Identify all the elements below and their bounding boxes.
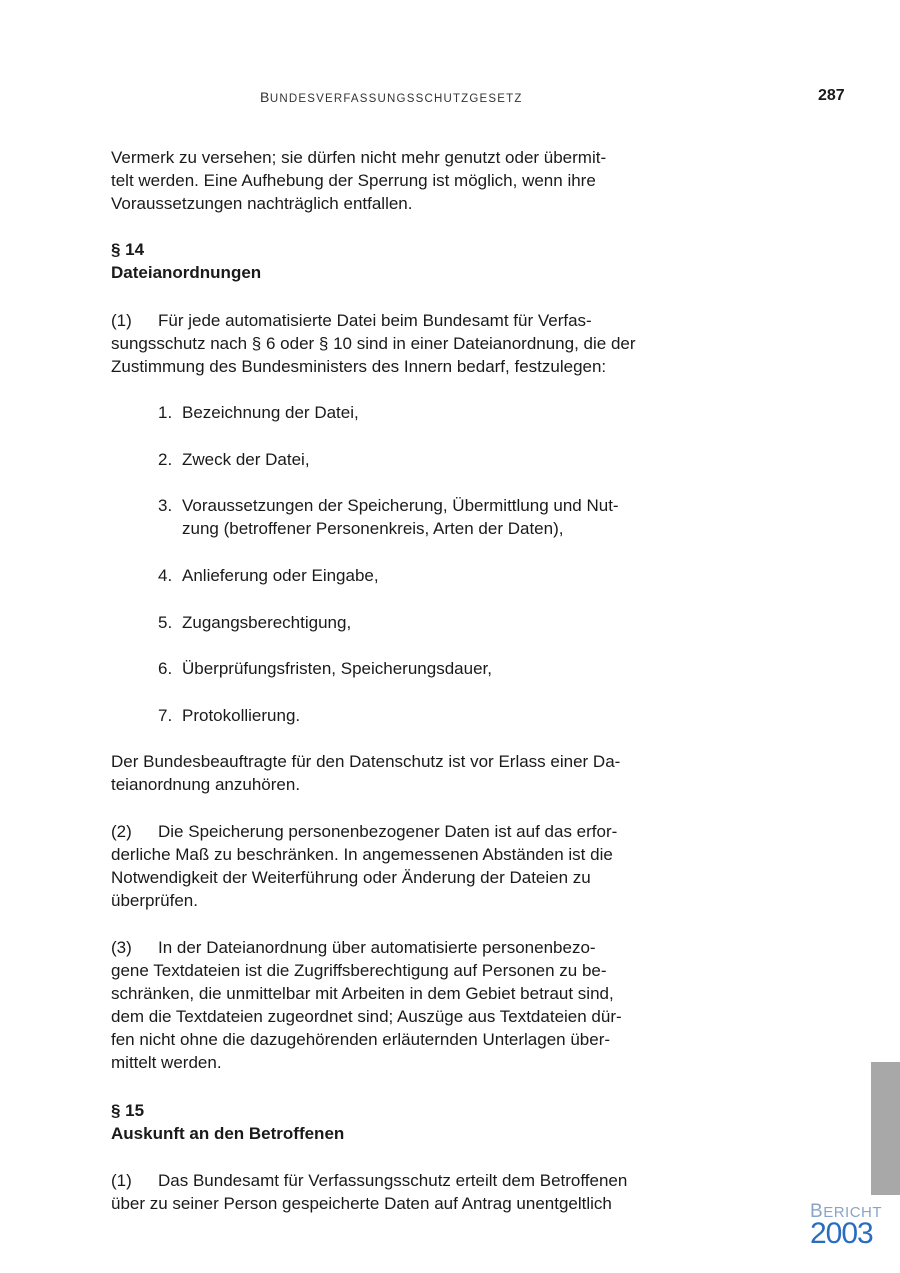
paragraph-number: (2) — [111, 822, 132, 841]
text-line: teianordnung anzuhören. — [111, 775, 301, 794]
section-number: § 15 — [111, 1101, 145, 1120]
list-item-text: Protokollierung. — [182, 706, 301, 725]
text-line: Das Bundesamt für Verfassungsschutz erteilt dem Betroffenen — [158, 1171, 628, 1190]
text-line: Vermerk zu versehen; sie dürfen nicht mehr genutzt oder übermit- — [111, 148, 607, 167]
list-item-number: 6. — [158, 659, 173, 678]
list-item-text: Zugangsberechtigung, — [182, 613, 352, 632]
list-item-number: 3. — [158, 496, 173, 515]
list-item — [158, 611, 678, 634]
text-line: Der Bundesbeauftragte für den Datenschutz ist vor Erlass einer Da- — [111, 752, 621, 771]
logo-word-initial: B — [810, 1201, 824, 1222]
side-tab-marker — [871, 1062, 900, 1195]
text-line: über zu seiner Person gespeicherte Daten auf Antrag unentgeltlich — [111, 1194, 612, 1213]
list-item — [158, 657, 678, 680]
after-list-paragraph — [111, 750, 671, 796]
text-line: schränken, die unmittelbar mit Arbeiten in dem Gebiet betraut sind, — [111, 984, 614, 1003]
page-number: 287 — [818, 87, 845, 104]
list-item — [158, 564, 678, 587]
paragraph-number: (1) — [111, 1171, 132, 1190]
text-line: Für jede automatisierte Datei beim Bundesamt für Verfas- — [158, 311, 592, 330]
list-item-text: Zweck der Datei, — [182, 450, 310, 469]
section-14-paragraph-2 — [111, 820, 671, 912]
section-15-paragraph-1 — [111, 1169, 671, 1215]
paragraph-number: (1) — [111, 311, 132, 330]
list-item — [158, 494, 678, 540]
running-head-initial: B — [260, 89, 270, 105]
section-14-heading — [111, 238, 671, 284]
paragraph-number: (3) — [111, 938, 132, 957]
text-line: Die Speicherung personenbezogener Daten ist auf das erfor- — [158, 822, 618, 841]
text-line: überprüfen. — [111, 891, 198, 910]
list-item-text: Voraussetzungen der Speicherung, Übermittlung und Nut- — [182, 496, 619, 515]
text-line: In der Dateianordnung über automatisierte personenbezo- — [158, 938, 596, 957]
list-item-text: Überprüfungsfristen, Speicherungsdauer, — [182, 659, 492, 678]
list-item — [158, 704, 678, 727]
running-head-rest: UNDESVERFASSUNGSSCHUTZGESETZ — [269, 93, 523, 105]
section-14-paragraph-1 — [111, 309, 671, 378]
text-line: Zustimmung des Bundesministers des Innern bedarf, festzulegen: — [111, 357, 607, 376]
section-title: Auskunft an den Betroffenen — [111, 1124, 345, 1143]
list-item — [158, 401, 678, 424]
list-item-text: Anlieferung oder Eingabe, — [182, 566, 379, 585]
text-line: Voraussetzungen nachträglich entfallen. — [111, 194, 413, 213]
section-number: § 14 — [111, 240, 145, 259]
list-item-number: 7. — [158, 706, 173, 725]
text-line: dem die Textdateien zugeordnet sind; Auszüge aus Textdateien dür- — [111, 1007, 622, 1026]
list-item-number: 5. — [158, 613, 173, 632]
text-line: sungsschutz nach § 6 oder § 10 sind in einer Dateianordnung, die der — [111, 334, 636, 353]
bericht-logo — [810, 1203, 890, 1249]
text-line: fen nicht ohne die dazugehörenden erläuternden Unterlagen über- — [111, 1030, 611, 1049]
section-15-heading — [111, 1099, 671, 1145]
list-item — [158, 448, 678, 471]
running-head — [260, 89, 523, 105]
text-line: Notwendigkeit der Weiterführung oder Änderung der Dateien zu — [111, 868, 591, 887]
section-title: Dateianordnungen — [111, 263, 262, 282]
text-line: derliche Maß zu beschränken. In angemessenen Abständen ist die — [111, 845, 613, 864]
text-line: gene Textdateien ist die Zugriffsberechtigung auf Personen zu be- — [111, 961, 607, 980]
list-item-text: Bezeichnung der Datei, — [182, 403, 359, 422]
logo-word-rest: ERICHT — [823, 1204, 883, 1221]
text-line: mittelt werden. — [111, 1053, 222, 1072]
list-item-number: 2. — [158, 450, 173, 469]
text-line: telt werden. Eine Aufhebung der Sperrung ist möglich, wenn ihre — [111, 171, 596, 190]
section-14-paragraph-3 — [111, 936, 671, 1074]
intro-paragraph — [111, 146, 671, 215]
list-item-text: zung (betroffener Personenkreis, Arten der Daten), — [182, 519, 564, 538]
list-item-number: 4. — [158, 566, 173, 585]
logo-year: 2003 — [810, 1217, 873, 1250]
list-item-number: 1. — [158, 403, 173, 422]
